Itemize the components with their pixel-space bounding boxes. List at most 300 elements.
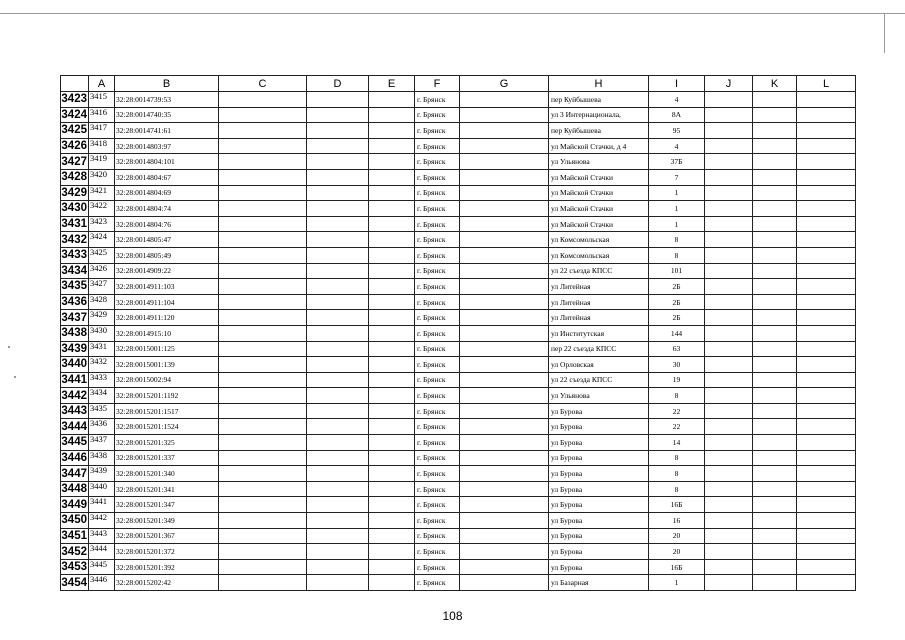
column-header-c[interactable]: C bbox=[219, 76, 307, 92]
cell-c[interactable] bbox=[219, 310, 307, 326]
cell-a[interactable]: 3436 bbox=[89, 419, 115, 435]
cell-c[interactable] bbox=[219, 481, 307, 497]
cell-k[interactable] bbox=[753, 357, 797, 373]
cell-g[interactable] bbox=[460, 466, 549, 482]
cell-d[interactable] bbox=[307, 388, 369, 404]
cell-b[interactable]: 32:28:0014911:104 bbox=[115, 294, 219, 310]
cell-h[interactable]: ул Бурова bbox=[549, 403, 649, 419]
cell-f[interactable]: г. Брянск bbox=[415, 559, 460, 575]
cell-e[interactable] bbox=[369, 435, 415, 451]
cell-l[interactable] bbox=[797, 325, 856, 341]
cell-h[interactable]: ул Институтская bbox=[549, 325, 649, 341]
cell-j[interactable] bbox=[705, 403, 753, 419]
cell-i[interactable]: 4 bbox=[649, 138, 705, 154]
cell-a[interactable]: 3440 bbox=[89, 481, 115, 497]
cell-i[interactable]: 19 bbox=[649, 372, 705, 388]
cell-i[interactable]: 22 bbox=[649, 403, 705, 419]
cell-f[interactable]: г. Брянск bbox=[415, 294, 460, 310]
cell-j[interactable] bbox=[705, 372, 753, 388]
cell-g[interactable] bbox=[460, 123, 549, 139]
cell-l[interactable] bbox=[797, 232, 856, 248]
cell-f[interactable]: г. Брянск bbox=[415, 575, 460, 591]
cell-j[interactable] bbox=[705, 466, 753, 482]
cell-k[interactable] bbox=[753, 247, 797, 263]
cell-g[interactable] bbox=[460, 138, 549, 154]
cell-f[interactable]: г. Брянск bbox=[415, 279, 460, 295]
cell-a[interactable]: 3417 bbox=[89, 123, 115, 139]
row-number[interactable]: 3453 bbox=[61, 561, 87, 574]
cell-b[interactable]: 32:28:0015201:367 bbox=[115, 528, 219, 544]
cell-d[interactable] bbox=[307, 169, 369, 185]
cell-e[interactable] bbox=[369, 123, 415, 139]
corner-header[interactable] bbox=[61, 76, 89, 92]
cell-d[interactable] bbox=[307, 185, 369, 201]
row-number[interactable]: 3431 bbox=[61, 218, 87, 231]
row-number[interactable]: 3449 bbox=[61, 498, 87, 511]
cell-e[interactable] bbox=[369, 528, 415, 544]
cell-j[interactable] bbox=[705, 123, 753, 139]
cell-d[interactable] bbox=[307, 528, 369, 544]
cell-j[interactable] bbox=[705, 435, 753, 451]
cell-j[interactable] bbox=[705, 450, 753, 466]
cell-i[interactable]: 1 bbox=[649, 201, 705, 217]
cell-b[interactable]: 32:28:0014804:67 bbox=[115, 169, 219, 185]
cell-b[interactable]: 32:28:0014909:22 bbox=[115, 263, 219, 279]
cell-a[interactable]: 3446 bbox=[89, 575, 115, 591]
cell-a[interactable]: 3444 bbox=[89, 544, 115, 560]
cell-c[interactable] bbox=[219, 279, 307, 295]
cell-k[interactable] bbox=[753, 497, 797, 513]
cell-l[interactable] bbox=[797, 513, 856, 529]
cell-k[interactable] bbox=[753, 232, 797, 248]
cell-l[interactable] bbox=[797, 154, 856, 170]
cell-h[interactable]: ул Литейная bbox=[549, 294, 649, 310]
cell-i[interactable]: 37Б bbox=[649, 154, 705, 170]
cell-f[interactable]: г. Брянск bbox=[415, 310, 460, 326]
row-number[interactable]: 3434 bbox=[61, 264, 87, 277]
cell-g[interactable] bbox=[460, 201, 549, 217]
cell-h[interactable]: ул Бурова bbox=[549, 419, 649, 435]
row-number[interactable]: 3444 bbox=[61, 420, 87, 433]
cell-a[interactable]: 3420 bbox=[89, 169, 115, 185]
row-number[interactable]: 3427 bbox=[61, 155, 87, 168]
cell-g[interactable] bbox=[460, 497, 549, 513]
cell-l[interactable] bbox=[797, 92, 856, 108]
row-number[interactable]: 3433 bbox=[61, 249, 87, 262]
cell-l[interactable] bbox=[797, 466, 856, 482]
cell-g[interactable] bbox=[460, 185, 549, 201]
cell-k[interactable] bbox=[753, 341, 797, 357]
cell-f[interactable]: г. Брянск bbox=[415, 513, 460, 529]
cell-l[interactable] bbox=[797, 372, 856, 388]
cell-l[interactable] bbox=[797, 169, 856, 185]
cell-j[interactable] bbox=[705, 92, 753, 108]
cell-i[interactable]: 95 bbox=[649, 123, 705, 139]
cell-f[interactable]: г. Брянск bbox=[415, 232, 460, 248]
cell-l[interactable] bbox=[797, 216, 856, 232]
cell-e[interactable] bbox=[369, 107, 415, 123]
cell-f[interactable]: г. Брянск bbox=[415, 466, 460, 482]
cell-b[interactable]: 32:28:0014804:74 bbox=[115, 201, 219, 217]
cell-f[interactable]: г. Брянск bbox=[415, 481, 460, 497]
cell-h[interactable]: ул Базарная bbox=[549, 575, 649, 591]
cell-a[interactable]: 3422 bbox=[89, 201, 115, 217]
cell-l[interactable] bbox=[797, 544, 856, 560]
cell-g[interactable] bbox=[460, 232, 549, 248]
cell-d[interactable] bbox=[307, 341, 369, 357]
cell-e[interactable] bbox=[369, 357, 415, 373]
cell-j[interactable] bbox=[705, 497, 753, 513]
cell-d[interactable] bbox=[307, 357, 369, 373]
cell-i[interactable]: 144 bbox=[649, 325, 705, 341]
cell-g[interactable] bbox=[460, 154, 549, 170]
cell-h[interactable]: ул Майской Стачки bbox=[549, 201, 649, 217]
cell-h[interactable]: ул Ульянова bbox=[549, 154, 649, 170]
cell-g[interactable] bbox=[460, 513, 549, 529]
cell-a[interactable]: 3437 bbox=[89, 435, 115, 451]
cell-b[interactable]: 32:28:0015201:1517 bbox=[115, 403, 219, 419]
cell-d[interactable] bbox=[307, 481, 369, 497]
cell-e[interactable] bbox=[369, 169, 415, 185]
cell-a[interactable]: 3415 bbox=[89, 92, 115, 108]
cell-c[interactable] bbox=[219, 497, 307, 513]
cell-k[interactable] bbox=[753, 294, 797, 310]
cell-k[interactable] bbox=[753, 544, 797, 560]
cell-b[interactable]: 32:28:0014739:53 bbox=[115, 92, 219, 108]
cell-c[interactable] bbox=[219, 201, 307, 217]
cell-h[interactable]: ул Литейная bbox=[549, 310, 649, 326]
cell-h[interactable]: ул Орловская bbox=[549, 357, 649, 373]
cell-a[interactable]: 3426 bbox=[89, 263, 115, 279]
cell-e[interactable] bbox=[369, 481, 415, 497]
cell-k[interactable] bbox=[753, 310, 797, 326]
row-number[interactable]: 3450 bbox=[61, 514, 87, 527]
cell-f[interactable]: г. Брянск bbox=[415, 247, 460, 263]
row-number[interactable]: 3451 bbox=[61, 529, 87, 542]
cell-c[interactable] bbox=[219, 325, 307, 341]
cell-k[interactable] bbox=[753, 185, 797, 201]
cell-b[interactable]: 32:28:0014805:47 bbox=[115, 232, 219, 248]
column-header-i[interactable]: I bbox=[649, 76, 705, 92]
row-number[interactable]: 3448 bbox=[61, 483, 87, 496]
cell-h[interactable]: ул Майской Стачки bbox=[549, 185, 649, 201]
cell-f[interactable]: г. Брянск bbox=[415, 123, 460, 139]
cell-d[interactable] bbox=[307, 466, 369, 482]
row-number[interactable]: 3426 bbox=[61, 140, 87, 153]
cell-i[interactable]: 8 bbox=[649, 466, 705, 482]
cell-l[interactable] bbox=[797, 497, 856, 513]
cell-k[interactable] bbox=[753, 559, 797, 575]
cell-k[interactable] bbox=[753, 169, 797, 185]
cell-d[interactable] bbox=[307, 247, 369, 263]
cell-j[interactable] bbox=[705, 138, 753, 154]
cell-f[interactable]: г. Брянск bbox=[415, 497, 460, 513]
cell-i[interactable]: 1 bbox=[649, 185, 705, 201]
cell-f[interactable]: г. Брянск bbox=[415, 528, 460, 544]
cell-c[interactable] bbox=[219, 372, 307, 388]
cell-d[interactable] bbox=[307, 403, 369, 419]
row-number[interactable]: 3443 bbox=[61, 405, 87, 418]
cell-g[interactable] bbox=[460, 419, 549, 435]
cell-f[interactable]: г. Брянск bbox=[415, 372, 460, 388]
cell-e[interactable] bbox=[369, 419, 415, 435]
cell-a[interactable]: 3438 bbox=[89, 450, 115, 466]
column-header-h[interactable]: H bbox=[549, 76, 649, 92]
cell-i[interactable]: 4 bbox=[649, 92, 705, 108]
cell-h[interactable]: ул 22 съезда КПСС bbox=[549, 372, 649, 388]
cell-j[interactable] bbox=[705, 294, 753, 310]
cell-h[interactable]: ул 3 Интернационала, bbox=[549, 107, 649, 123]
cell-c[interactable] bbox=[219, 138, 307, 154]
cell-g[interactable] bbox=[460, 559, 549, 575]
cell-l[interactable] bbox=[797, 341, 856, 357]
row-number[interactable]: 3440 bbox=[61, 358, 87, 371]
cell-b[interactable]: 32:28:0014911:120 bbox=[115, 310, 219, 326]
cell-l[interactable] bbox=[797, 138, 856, 154]
cell-c[interactable] bbox=[219, 294, 307, 310]
cell-f[interactable]: г. Брянск bbox=[415, 435, 460, 451]
cell-j[interactable] bbox=[705, 341, 753, 357]
row-number[interactable]: 3454 bbox=[61, 576, 87, 589]
cell-b[interactable]: 32:28:0014805:49 bbox=[115, 247, 219, 263]
cell-b[interactable]: 32:28:0015001:125 bbox=[115, 341, 219, 357]
cell-l[interactable] bbox=[797, 388, 856, 404]
cell-a[interactable]: 3418 bbox=[89, 138, 115, 154]
row-number[interactable]: 3446 bbox=[61, 451, 87, 464]
cell-e[interactable] bbox=[369, 247, 415, 263]
cell-g[interactable] bbox=[460, 216, 549, 232]
cell-d[interactable] bbox=[307, 123, 369, 139]
cell-a[interactable]: 3442 bbox=[89, 513, 115, 529]
cell-e[interactable] bbox=[369, 544, 415, 560]
cell-f[interactable]: г. Брянск bbox=[415, 263, 460, 279]
row-number[interactable]: 3445 bbox=[61, 436, 87, 449]
cell-l[interactable] bbox=[797, 419, 856, 435]
cell-j[interactable] bbox=[705, 279, 753, 295]
cell-g[interactable] bbox=[460, 341, 549, 357]
cell-g[interactable] bbox=[460, 92, 549, 108]
cell-k[interactable] bbox=[753, 92, 797, 108]
cell-e[interactable] bbox=[369, 403, 415, 419]
cell-h[interactable]: пер Куйбышева bbox=[549, 123, 649, 139]
cell-f[interactable]: г. Брянск bbox=[415, 403, 460, 419]
cell-l[interactable] bbox=[797, 481, 856, 497]
cell-j[interactable] bbox=[705, 216, 753, 232]
cell-d[interactable] bbox=[307, 325, 369, 341]
cell-k[interactable] bbox=[753, 216, 797, 232]
cell-f[interactable]: г. Брянск bbox=[415, 216, 460, 232]
cell-f[interactable]: г. Брянск bbox=[415, 107, 460, 123]
cell-d[interactable] bbox=[307, 544, 369, 560]
cell-d[interactable] bbox=[307, 419, 369, 435]
cell-l[interactable] bbox=[797, 185, 856, 201]
cell-b[interactable]: 32:28:0014741:61 bbox=[115, 123, 219, 139]
cell-f[interactable]: г. Брянск bbox=[415, 341, 460, 357]
row-number[interactable]: 3429 bbox=[61, 186, 87, 199]
cell-c[interactable] bbox=[219, 528, 307, 544]
cell-i[interactable]: 63 bbox=[649, 341, 705, 357]
cell-a[interactable]: 3433 bbox=[89, 372, 115, 388]
cell-k[interactable] bbox=[753, 513, 797, 529]
cell-e[interactable] bbox=[369, 575, 415, 591]
cell-c[interactable] bbox=[219, 123, 307, 139]
cell-h[interactable]: ул Бурова bbox=[549, 466, 649, 482]
cell-a[interactable]: 3424 bbox=[89, 232, 115, 248]
cell-d[interactable] bbox=[307, 263, 369, 279]
cell-i[interactable]: 2Б bbox=[649, 310, 705, 326]
cell-b[interactable]: 32:28:0015201:1192 bbox=[115, 388, 219, 404]
cell-g[interactable] bbox=[460, 450, 549, 466]
cell-h[interactable]: ул Бурова bbox=[549, 513, 649, 529]
row-number[interactable]: 3424 bbox=[61, 108, 87, 121]
cell-i[interactable]: 8 bbox=[649, 450, 705, 466]
cell-i[interactable]: 8 bbox=[649, 232, 705, 248]
cell-b[interactable]: 32:28:0015201:325 bbox=[115, 435, 219, 451]
cell-j[interactable] bbox=[705, 575, 753, 591]
cell-i[interactable]: 16Б bbox=[649, 497, 705, 513]
cell-i[interactable]: 22 bbox=[649, 419, 705, 435]
cell-e[interactable] bbox=[369, 310, 415, 326]
cell-d[interactable] bbox=[307, 279, 369, 295]
cell-h[interactable]: пер 22 съезда КПСС bbox=[549, 341, 649, 357]
cell-l[interactable] bbox=[797, 559, 856, 575]
cell-l[interactable] bbox=[797, 450, 856, 466]
cell-k[interactable] bbox=[753, 138, 797, 154]
cell-k[interactable] bbox=[753, 123, 797, 139]
cell-c[interactable] bbox=[219, 403, 307, 419]
cell-h[interactable]: пер Куйбышева bbox=[549, 92, 649, 108]
column-header-a[interactable]: A bbox=[89, 76, 115, 92]
cell-c[interactable] bbox=[219, 216, 307, 232]
cell-f[interactable]: г. Брянск bbox=[415, 185, 460, 201]
cell-d[interactable] bbox=[307, 154, 369, 170]
row-number[interactable]: 3435 bbox=[61, 280, 87, 293]
cell-f[interactable]: г. Брянск bbox=[415, 388, 460, 404]
cell-g[interactable] bbox=[460, 544, 549, 560]
cell-a[interactable]: 3443 bbox=[89, 528, 115, 544]
cell-i[interactable]: 20 bbox=[649, 528, 705, 544]
cell-h[interactable]: ул Бурова bbox=[549, 559, 649, 575]
cell-h[interactable]: ул Бурова bbox=[549, 544, 649, 560]
cell-d[interactable] bbox=[307, 513, 369, 529]
cell-b[interactable]: 32:28:0015201:349 bbox=[115, 513, 219, 529]
cell-l[interactable] bbox=[797, 357, 856, 373]
cell-a[interactable]: 3445 bbox=[89, 559, 115, 575]
row-number[interactable]: 3436 bbox=[61, 296, 87, 309]
cell-b[interactable]: 32:28:0015201:347 bbox=[115, 497, 219, 513]
cell-f[interactable]: г. Брянск bbox=[415, 357, 460, 373]
cell-c[interactable] bbox=[219, 575, 307, 591]
cell-e[interactable] bbox=[369, 185, 415, 201]
cell-f[interactable]: г. Брянск bbox=[415, 544, 460, 560]
cell-i[interactable]: 14 bbox=[649, 435, 705, 451]
row-number[interactable]: 3439 bbox=[61, 342, 87, 355]
cell-c[interactable] bbox=[219, 559, 307, 575]
cell-g[interactable] bbox=[460, 357, 549, 373]
cell-k[interactable] bbox=[753, 107, 797, 123]
cell-d[interactable] bbox=[307, 92, 369, 108]
cell-k[interactable] bbox=[753, 481, 797, 497]
cell-h[interactable]: ул 22 съезда КПСС bbox=[549, 263, 649, 279]
cell-d[interactable] bbox=[307, 450, 369, 466]
cell-e[interactable] bbox=[369, 232, 415, 248]
cell-e[interactable] bbox=[369, 372, 415, 388]
cell-c[interactable] bbox=[219, 544, 307, 560]
cell-l[interactable] bbox=[797, 435, 856, 451]
cell-l[interactable] bbox=[797, 123, 856, 139]
cell-b[interactable]: 32:28:0014804:101 bbox=[115, 154, 219, 170]
cell-e[interactable] bbox=[369, 466, 415, 482]
cell-k[interactable] bbox=[753, 201, 797, 217]
cell-d[interactable] bbox=[307, 216, 369, 232]
cell-h[interactable]: ул Майской Стачки bbox=[549, 169, 649, 185]
cell-g[interactable] bbox=[460, 263, 549, 279]
cell-i[interactable]: 16 bbox=[649, 513, 705, 529]
row-number[interactable]: 3452 bbox=[61, 545, 87, 558]
cell-f[interactable]: г. Брянск bbox=[415, 419, 460, 435]
cell-j[interactable] bbox=[705, 263, 753, 279]
cell-e[interactable] bbox=[369, 294, 415, 310]
cell-f[interactable]: г. Брянск bbox=[415, 450, 460, 466]
cell-j[interactable] bbox=[705, 544, 753, 560]
cell-k[interactable] bbox=[753, 279, 797, 295]
cell-c[interactable] bbox=[219, 341, 307, 357]
cell-k[interactable] bbox=[753, 263, 797, 279]
cell-i[interactable]: 1 bbox=[649, 575, 705, 591]
cell-e[interactable] bbox=[369, 341, 415, 357]
cell-a[interactable]: 3421 bbox=[89, 185, 115, 201]
row-number[interactable]: 3428 bbox=[61, 171, 87, 184]
cell-j[interactable] bbox=[705, 528, 753, 544]
cell-j[interactable] bbox=[705, 247, 753, 263]
cell-h[interactable]: ул Бурова bbox=[549, 497, 649, 513]
cell-k[interactable] bbox=[753, 388, 797, 404]
row-number[interactable]: 3432 bbox=[61, 233, 87, 246]
cell-l[interactable] bbox=[797, 263, 856, 279]
cell-j[interactable] bbox=[705, 559, 753, 575]
cell-d[interactable] bbox=[307, 138, 369, 154]
cell-j[interactable] bbox=[705, 185, 753, 201]
cell-e[interactable] bbox=[369, 325, 415, 341]
cell-a[interactable]: 3425 bbox=[89, 247, 115, 263]
cell-j[interactable] bbox=[705, 481, 753, 497]
cell-j[interactable] bbox=[705, 154, 753, 170]
cell-c[interactable] bbox=[219, 247, 307, 263]
cell-b[interactable]: 32:28:0014804:76 bbox=[115, 216, 219, 232]
cell-f[interactable]: г. Брянск bbox=[415, 201, 460, 217]
column-header-g[interactable]: G bbox=[460, 76, 549, 92]
cell-b[interactable]: 32:28:0015002:94 bbox=[115, 372, 219, 388]
row-number[interactable]: 3430 bbox=[61, 202, 87, 215]
cell-j[interactable] bbox=[705, 232, 753, 248]
cell-k[interactable] bbox=[753, 325, 797, 341]
cell-a[interactable]: 3435 bbox=[89, 403, 115, 419]
cell-d[interactable] bbox=[307, 310, 369, 326]
cell-k[interactable] bbox=[753, 419, 797, 435]
cell-d[interactable] bbox=[307, 294, 369, 310]
cell-k[interactable] bbox=[753, 435, 797, 451]
cell-g[interactable] bbox=[460, 388, 549, 404]
cell-b[interactable]: 32:28:0015202:42 bbox=[115, 575, 219, 591]
cell-i[interactable]: 8А bbox=[649, 107, 705, 123]
cell-a[interactable]: 3428 bbox=[89, 294, 115, 310]
cell-a[interactable]: 3423 bbox=[89, 216, 115, 232]
cell-j[interactable] bbox=[705, 107, 753, 123]
cell-a[interactable]: 3429 bbox=[89, 310, 115, 326]
cell-d[interactable] bbox=[307, 559, 369, 575]
cell-e[interactable] bbox=[369, 138, 415, 154]
cell-c[interactable] bbox=[219, 185, 307, 201]
